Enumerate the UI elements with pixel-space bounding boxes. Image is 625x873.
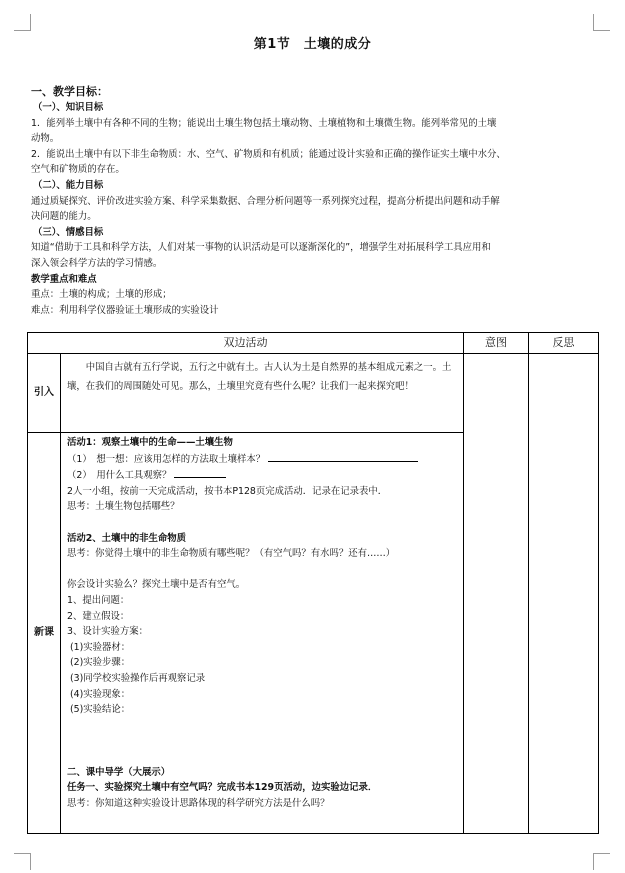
section2-title: 二、课中导学（大展示） [67, 766, 171, 778]
step-item: 2、建立假设： [67, 610, 130, 622]
substep-item: (2)实验步骤： [70, 657, 131, 669]
header-reflection: 反思 [529, 333, 599, 354]
answer-blank[interactable] [268, 451, 418, 462]
task1-think: 思考：你知道这种实验设计思路体现的科学研究方法是什么吗？ [67, 797, 330, 809]
task1-text: 任务一、实验探究土壤中有空气吗？完成书本129页活动，边实验边记录． [67, 782, 378, 794]
newlesson-cell [61, 433, 464, 834]
activity1-q1-text: （1） 想一想：应该用怎样的方法取土壤样本？ [67, 453, 266, 465]
activity1-q2-text: （2） 用什么工具观察？ [67, 470, 172, 482]
objectives-section [31, 84, 595, 318]
table-header-row [28, 333, 599, 354]
intro-cell [61, 354, 464, 433]
keypoints-heading: 教学重点和难点 [31, 273, 97, 285]
intention-cell [464, 354, 529, 834]
activity1-line: 思考：土壤生物包括哪些？ [67, 501, 180, 513]
answer-blank[interactable] [174, 467, 226, 478]
knowledge-heading: （一）、知识目标 [33, 102, 104, 113]
activity2-line: 你会设计实验么？探究土壤中是否有空气。 [67, 579, 246, 591]
header-activities: 双边活动 [28, 333, 464, 354]
keypoints-focus: 重点：土壤的构成；土壤的形成； [31, 289, 172, 301]
crop-mark-top-left [14, 14, 31, 31]
intro-text: 中国自古就有五行学说，五行之中就有土。古人认为土是自然界的基本组成元素之一。土壤，在我们的周围随处可见。那么，土壤里究竟有些什么呢？让我们一起来探究吧！ [67, 362, 452, 392]
crop-mark-top-right [593, 14, 610, 31]
table-row-intro [28, 354, 599, 433]
ability-line: 决问题的能力。 [31, 211, 97, 223]
activity1-line: 2人一小组，按前一天完成活动，按书本P128页完成活动．记录在记录表中． [67, 485, 388, 497]
activity1-title: 活动1：观察土壤中的生命——土壤生物 [67, 437, 233, 448]
task1-line [67, 780, 457, 796]
substep-item: (5)实验结论： [70, 704, 131, 716]
emotion-line: 深入领会科学方法的学习情感。 [31, 257, 163, 269]
newlesson-label: 新课 [28, 433, 61, 834]
ability-line: 通过质疑探究、评价改进实验方案、科学采集数据、合理分析问题等一系列探究过程，提高分析提出问题和动手解 [31, 195, 500, 207]
keypoints-difficulty: 难点：利用科学仪器验证土壤形成的实验设计 [31, 304, 219, 316]
substep-item: (1)实验器材： [70, 641, 131, 653]
knowledge-line: 动物。 [31, 133, 60, 145]
step-item: 1、提出问题： [67, 594, 130, 606]
objectives-heading: 一、教学目标： [31, 85, 108, 98]
knowledge-line: 空气和矿物质的存在。 [31, 164, 125, 176]
step-item: 3、设计实验方案： [67, 626, 148, 638]
substep-item: (3)同学校实验操作后再观察记录 [70, 672, 206, 684]
knowledge-line: 2．能说出土壤中有以下非生命物质：水、空气、矿物质和有机质；能通过设计实验和正确的操作证实土壤中水分、 [31, 148, 506, 160]
page-title: 第1节 土壤的成分 [253, 37, 372, 52]
emotion-line: 知道“借助于工具和科学方法，人们对某一事物的认识活动是可以逐渐深化的”，增强学生对拓展科学工具应用和 [31, 242, 491, 254]
emotion-heading: （三）、情感目标 [33, 226, 104, 238]
intro-label: 引入 [28, 354, 61, 433]
activity1-question [67, 451, 457, 468]
activity2-title: 活动2、土壤中的非生命物质 [67, 532, 187, 544]
header-intention: 意图 [464, 333, 529, 354]
substep-item: (4)实验现象： [70, 688, 131, 700]
crop-mark-bottom-left [14, 853, 31, 870]
reflection-cell [529, 354, 599, 834]
lesson-plan-table [27, 332, 599, 834]
activity1-question [67, 467, 457, 484]
crop-mark-bottom-right [593, 853, 610, 870]
ability-heading: （二）、能力目标 [33, 179, 104, 191]
knowledge-line: 1．能列举土壤中有各种不同的生物；能说出土壤生物包括土壤动物、土壤植物和土壤微生物。能列举常见的土壤 [31, 117, 497, 129]
activity2-line: 思考：你觉得土壤中的非生命物质有哪些呢？（有空气吗？有水吗？还有……） [67, 548, 396, 560]
